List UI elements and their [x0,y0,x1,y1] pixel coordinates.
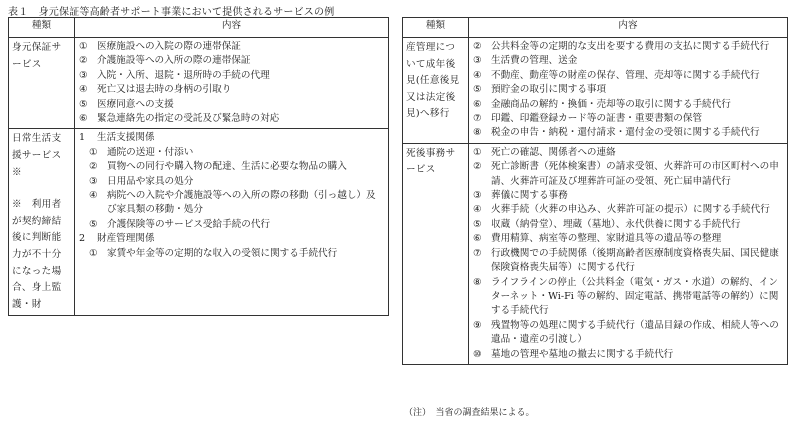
table-row [9,129,389,316]
item-text: 緊急連絡先の指定の受託及び緊急時の対応 [97,113,280,125]
item-text: 火葬手続（火葬の申込み、火葬許可証の提示）に関する手続代行 [491,204,770,216]
table-row [403,38,788,144]
list-item [79,189,385,218]
header-category: 種類 [9,18,75,38]
table-row [403,143,788,364]
item-text: 入院・入所、退院・退所時の手続の代理 [97,69,270,81]
item-text: ライフラインの停止（公共料金（電気・ガス・水道）の解約、インターネット・Wi-Fi 等の解約、固定電話、携帯電話等の解約）に関する手続代行 [491,276,779,317]
item-text: 公共料金等の定期的な支出を要する費用の支払に関する手続代行 [491,41,770,52]
item-text: 生活費の管理、送金 [491,55,578,67]
content-cell [469,143,788,364]
item-number: ⑤ [473,84,482,96]
item-text: 費用精算、病室等の整理、家財道具等の遺品等の整理 [491,233,722,245]
item-number: ⑥ [473,233,482,245]
list-item [473,189,784,203]
list-item [473,247,784,276]
list-item [79,218,385,232]
list-item [79,247,385,261]
item-number: ③ [473,55,482,67]
list-item [473,98,784,112]
item-number: ② [89,161,98,173]
item-number: ① [89,247,98,259]
services-table-left [8,17,389,316]
item-number: ⑦ [473,113,482,125]
item-number: 1 [79,132,86,144]
item-text: 財産管理関係 [97,233,155,245]
item-number: ③ [79,69,88,81]
item-text: 医療同意への支援 [97,98,174,110]
list-item [473,232,784,246]
list-item [79,98,385,112]
item-text: 印鑑、印鑑登録カード等の証書・重要書類の保管 [491,113,703,125]
category-label: 身元保証サービス [12,42,62,70]
category-label: 日常生活支援サービス※ [12,133,62,178]
header-content: 内容 [75,18,389,38]
list-item [473,348,784,362]
list-item [473,112,784,126]
list-item [79,69,385,83]
list-item [473,69,784,83]
item-number: ⑩ [473,348,482,360]
item-number: ④ [89,190,98,202]
list-item [473,146,784,160]
item-number: ④ [473,69,482,81]
list-item [79,146,385,160]
content-cell [75,129,389,316]
header-row [9,18,389,38]
item-text: 収蔵（納骨堂）、埋蔵（墓地）、永代供養に関する手続代行 [491,218,741,230]
item-text: 不動産、動産等の財産の保存、管理、売却等に関する手続代行 [491,69,760,81]
item-text: 生活支援関係 [97,132,155,144]
item-text: 通院の送迎・付添い [107,146,194,158]
item-text: 死亡診断書（死体検案書）の請求受領、火葬許可の市区町村への申請、火葬許可証及び埋葬許可証の受領、死亡届申請代行 [491,161,779,187]
item-text: 介護保険等のサービス受給手続の代行 [107,218,271,230]
item-text: 死亡の確認、関係者への連絡 [491,146,616,158]
list-item [79,160,385,174]
item-text: 墓地の管理や墓地の撤去に関する手続代行 [491,348,674,360]
item-number: ① [89,146,98,158]
header-content: 内容 [469,18,788,38]
category-cell [403,38,469,144]
list-item [79,131,385,145]
category-label: 死後事務サービス [406,147,456,176]
category-cell [9,129,75,316]
content-cell [469,38,788,144]
list-item [473,83,784,97]
item-text: 行政機関での手続関係（後期高齢者医療制度資格喪失届、国民健康保険資格喪失届等）に関する代行 [491,247,779,274]
list-item [473,40,784,54]
item-text: 葬儀に関する事務 [491,190,568,202]
list-item [473,203,784,217]
item-text: 死亡又は退去時の身柄の引取り [97,84,232,96]
item-number: ⑤ [89,218,98,230]
list-item [79,40,385,54]
item-text: 医療施設への入院の際の連帯保証 [97,41,241,52]
source-note: （注） 当省の調査結果による。 [404,408,535,418]
table-row [9,38,389,129]
header-category: 種類 [403,18,469,38]
list-item [79,54,385,68]
list-item [79,83,385,97]
item-number: ⑥ [79,113,88,125]
services-table-right [402,17,788,365]
item-text: 日用品や家具の処分 [107,175,194,187]
item-number: ② [473,41,482,52]
item-number: ⑤ [473,218,482,230]
item-number: ⑨ [473,319,482,331]
item-text: 税金の申告・納税・還付請求・還付金の受領に関する手続代行 [491,127,760,139]
item-number: ④ [79,84,88,96]
item-number: ③ [473,190,482,202]
category-note: ※ 利用者が契約締結後に判断能力が不十分になった場合、身上監護・財 [12,199,62,310]
table-caption: 表１ 身元保証等高齢者サポート事業において提供されるサービスの例 [8,7,335,18]
list-item [473,218,784,232]
item-number: ⑦ [473,247,482,259]
list-item [473,126,784,140]
list-item [79,232,385,246]
list-item [473,160,784,189]
item-text: 介護施設等への入所の際の連帯保証 [97,55,251,67]
item-number: ① [473,146,482,158]
item-number: ⑧ [473,276,482,288]
item-text: 金融商品の解約・換価・売却等の取引に関する手続代行 [491,98,731,110]
item-text: 買物への同行や購入物の配達、生活に必要な物品の購入 [107,161,347,173]
item-number: ① [79,41,88,52]
list-item [79,175,385,189]
item-text: 残置物等の処理に関する手続代行（遺品目録の作成、相続人等への遺品・遺産の引渡し） [491,319,779,346]
category-label: 産管理について成年後見(任意後見又は法定後見)へ移行 [406,42,460,120]
item-number: ④ [473,204,482,216]
list-item [79,112,385,126]
item-number: ② [79,55,88,67]
list-item [473,276,784,319]
item-number: ③ [89,175,98,187]
category-cell [9,38,75,129]
item-number: ⑤ [79,98,88,110]
item-number: ⑥ [473,98,482,110]
list-item [473,319,784,348]
item-number: ② [473,161,482,173]
item-number: 2 [79,233,86,245]
content-cell [75,38,389,129]
category-cell [403,143,469,364]
item-text: 病院への入院や介護施設等への入所の際の移動（引っ越し）及び家具類の移動・処分 [107,190,376,216]
item-number: ⑧ [473,127,482,139]
list-item [473,54,784,68]
item-text: 家賃や年金等の定期的な収入の受領に関する手続代行 [107,247,338,259]
header-row [403,18,788,38]
item-text: 預貯金の取引に関する事項 [491,84,607,96]
